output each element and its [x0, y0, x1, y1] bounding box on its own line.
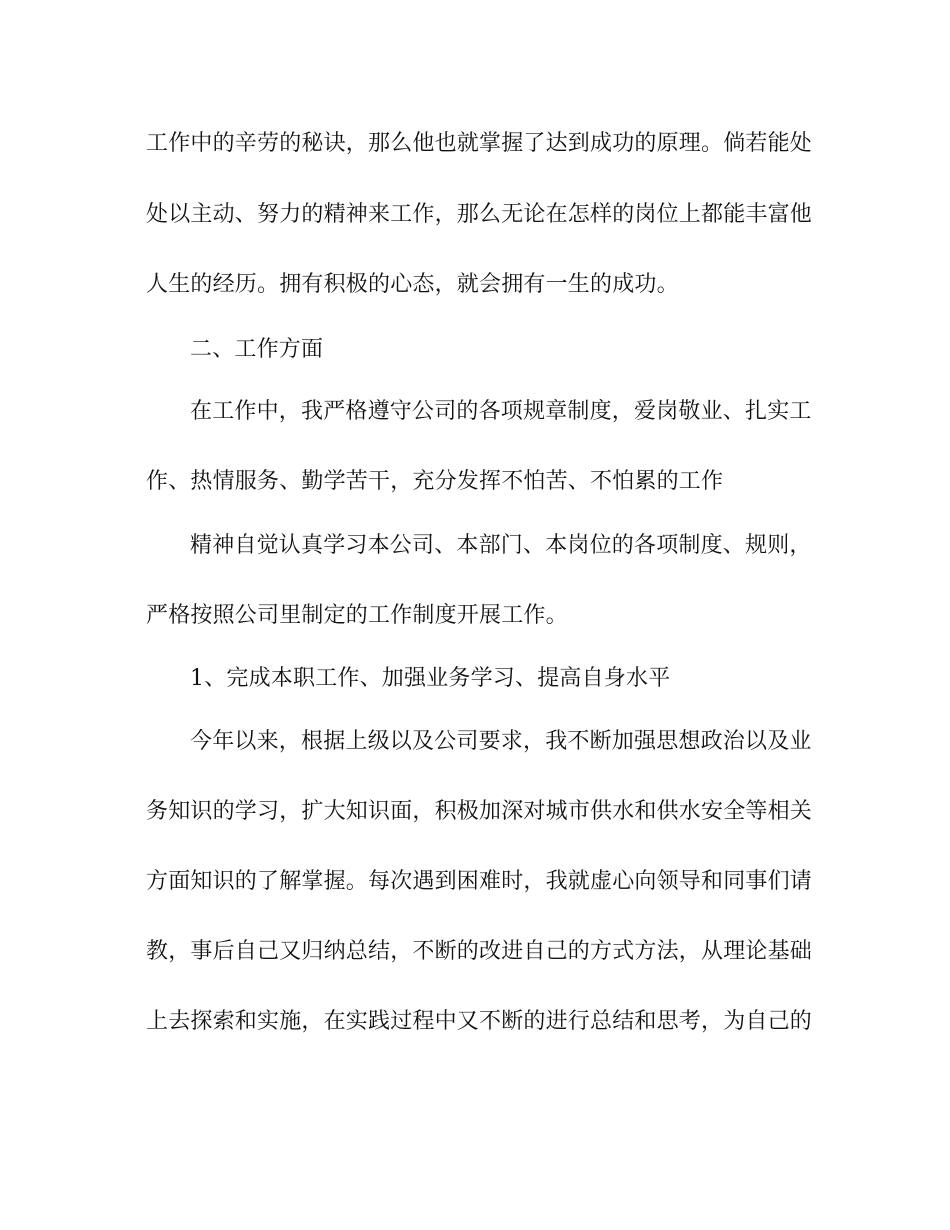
section-heading: 二、工作方面 [190, 337, 324, 362]
paragraph-line-1: 工作中的辛劳的秘诀，那么他也就掌握了达到成功的原理。倘若能处 [146, 131, 813, 156]
paragraph-line-8: 严格按照公司里制定的工作制度开展工作。 [146, 603, 568, 628]
paragraph-line-7: 精神自觉认真学习本公司、本部门、本岗位的各项制度、规则， [190, 533, 812, 558]
paragraph-line-13: 教，事后自己又归纳总结，不断的改进自己的方式方法，从理论基础 [146, 939, 813, 964]
paragraph-line-10: 今年以来，根据上级以及公司要求，我不断加强思想政治以及业 [190, 729, 812, 754]
paragraph-line-3: 人生的经历。拥有积极的心态，就会拥有一生的成功。 [146, 272, 679, 297]
paragraph-line-11: 务知识的学习，扩大知识面，积极加深对城市供水和供水安全等相关 [146, 799, 813, 824]
paragraph-line-5: 在工作中，我严格遵守公司的各项规章制度，爱岗敬业、扎实工 [190, 399, 812, 424]
paragraph-line-14: 上去探索和实施，在实践过程中又不断的进行总结和思考，为自己的 [146, 1009, 813, 1034]
paragraph-line-6: 作、热情服务、勤学苦干，充分发挥不怕苦、不怕累的工作 [146, 469, 724, 494]
subsection-heading: 1、完成本职工作、加强业务学习、提高自身水平 [190, 666, 671, 691]
paragraph-line-2: 处以主动、努力的精神来工作，那么无论在怎样的岗位上都能丰富他 [146, 202, 813, 227]
paragraph-line-12: 方面知识的了解掌握。每次遇到困难时，我就虚心向领导和同事们请 [146, 869, 813, 894]
